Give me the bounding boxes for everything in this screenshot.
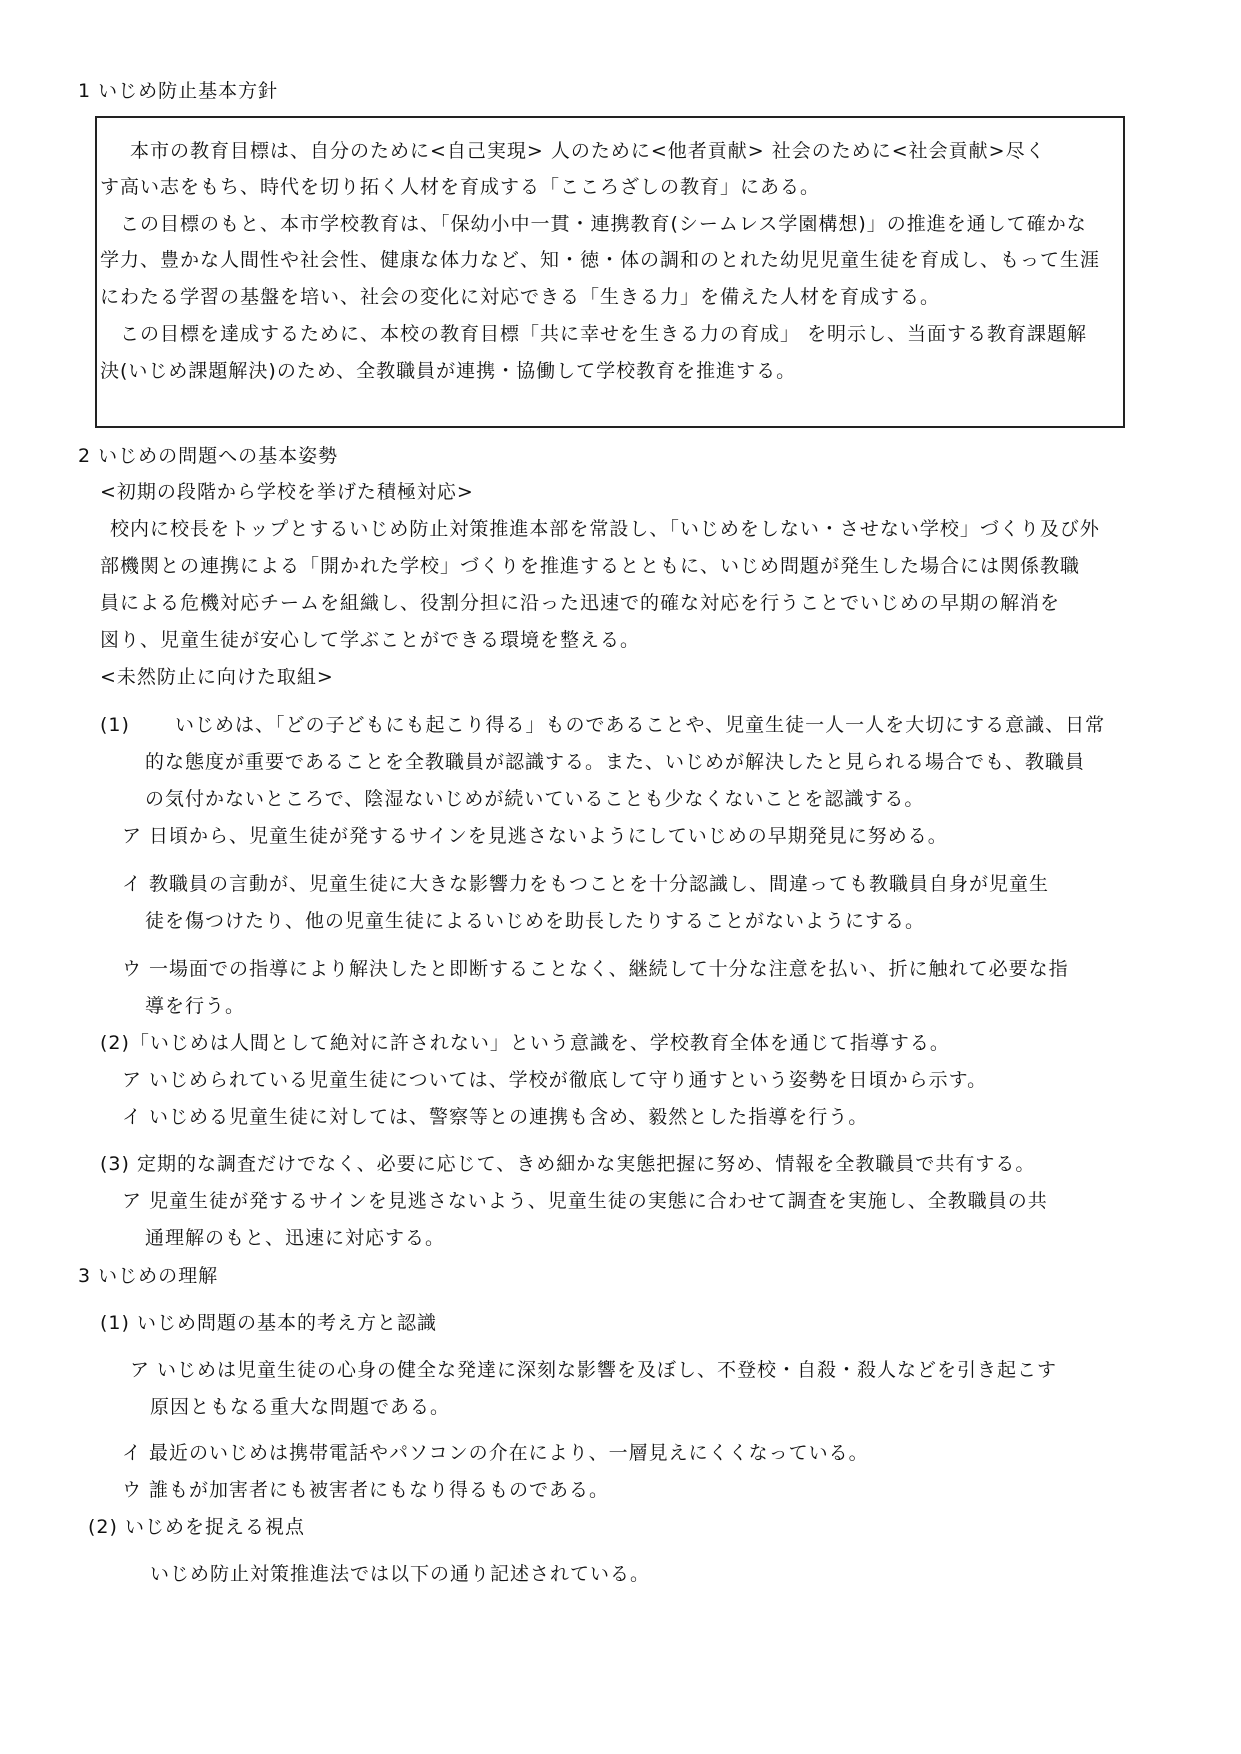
policy-box-line: この目標のもと、本市学校教育は、「保幼小中一貫・連携教育(シームレス学園構想)」の推進を通して確かな [120, 213, 1087, 235]
paragraph-line: 部機関との連携による「開かれた学校」づくりを推進するとともに、いじめ問題が発生した場合には関係教職 [100, 555, 1081, 577]
item-line: (2) いじめを捉える視点 [88, 1516, 305, 1538]
subheading: <未然防止に向けた取組> [100, 666, 334, 688]
policy-box-line: す高い志をもち、時代を切り拓く人材を育成する「こころざしの教育」にある。 [100, 176, 821, 198]
policy-box-line: にわたる学習の基盤を培い、社会の変化に対応できる「生きる力」を備えた人材を育成する。 [100, 286, 941, 308]
sub-item: ア 児童生徒が発するサインを見逃さないよう、児童生徒の実態に合わせて調査を実施し、全教職員の共 [122, 1190, 1048, 1212]
item-line: いじめは、「どの子どもにも起こり得る」ものであることや、児童生徒一人一人を大切にする意識、日常 [175, 714, 1106, 736]
policy-box-line: 学力、豊かな人間性や社会性、健康な体力など、知・徳・体の調和のとれた幼児児童生徒を育成し、もって生涯 [100, 249, 1101, 271]
section-2-heading: 2 いじめの問題への基本姿勢 [78, 445, 339, 467]
sub-item: ア いじめられている児童生徒については、学校が徹底して守り通すという姿勢を日頃から示す。 [122, 1069, 988, 1091]
item-line: 的な態度が重要であることを全教職員が認識する。また、いじめが解決したと見られる場合でも、教職員 [145, 751, 1086, 773]
sub-item: イ 最近のいじめは携帯電話やパソコンの介在により、一層見えにくくなっている。 [122, 1442, 869, 1464]
item-line: (3) 定期的な調査だけでなく、必要に応じて、きめ細かな実態把握に努め、情報を全教職員で共有する。 [100, 1153, 1036, 1175]
paragraph-line: いじめ防止対策推進法では以下の通り記述されている。 [150, 1563, 651, 1585]
item-line: (2)「いじめは人間として絶対に許されない」という意識を、学校教育全体を通じて指導する。 [100, 1032, 950, 1054]
item-line: の気付かないところで、陰湿ないじめが続いていることも少なくないことを認識する。 [145, 788, 925, 810]
sub-item-cont: 通理解のもと、迅速に対応する。 [145, 1227, 446, 1249]
sub-item: ア いじめは児童生徒の心身の健全な発達に深刻な影響を及ぼし、不登校・自殺・殺人などを引き起こす [130, 1359, 1058, 1381]
sub-item: ア 日頃から、児童生徒が発するサインを見逃さないようにしていじめの早期発見に努める。 [122, 825, 948, 847]
sub-item-cont: 原因ともなる重大な問題である。 [150, 1396, 451, 1418]
sub-item: イ 教職員の言動が、児童生徒に大きな影響力をもつことを十分認識し、間違っても教職員自身が児童生 [122, 873, 1050, 895]
paragraph-line: 図り、児童生徒が安心して学ぶことができる環境を整える。 [100, 629, 641, 651]
sub-item-cont: 導を行う。 [145, 995, 246, 1017]
item-number: (1) [100, 714, 130, 736]
paragraph-line: 員による危機対応チームを組織し、役割分担に沿った迅速で的確な対応を行うことでいじめの早期の解消を [100, 592, 1061, 614]
policy-box-line: この目標を達成するために、本校の教育目標「共に幸せを生きる力の育成」 を明示し、当面する教育課題解 [120, 323, 1088, 345]
item-line: (1) いじめ問題の基本的考え方と認識 [100, 1312, 437, 1334]
section-3-heading: 3 いじめの理解 [78, 1265, 219, 1287]
sub-item: ウ 一場面での指導により解決したと即断することなく、継続して十分な注意を払い、折に触れて必要な指 [122, 958, 1069, 980]
sub-item: ウ 誰もが加害者にも被害者にもなり得るものである。 [122, 1479, 610, 1501]
paragraph-line: 校内に校長をトップとするいじめ防止対策推進本部を常設し、「いじめをしない・させない学校」づくり及び外 [110, 518, 1100, 540]
subheading: <初期の段階から学校を挙げた積極対応> [100, 481, 474, 503]
policy-box-line: 決(いじめ課題解決)のため、全教職員が連携・協働して学校教育を推進する。 [100, 360, 797, 382]
section-1-heading: 1 いじめ防止基本方針 [78, 80, 279, 102]
policy-box-line: 本市の教育目標は、自分のために<自己実現> 人のために<他者貢献> 社会のために<社会貢献>尽く [130, 140, 1046, 162]
sub-item: イ いじめる児童生徒に対しては、警察等との連携も含め、毅然とした指導を行う。 [122, 1106, 869, 1128]
sub-item-cont: 徒を傷つけたり、他の児童生徒によるいじめを助長したりすることがないようにする。 [145, 910, 926, 932]
